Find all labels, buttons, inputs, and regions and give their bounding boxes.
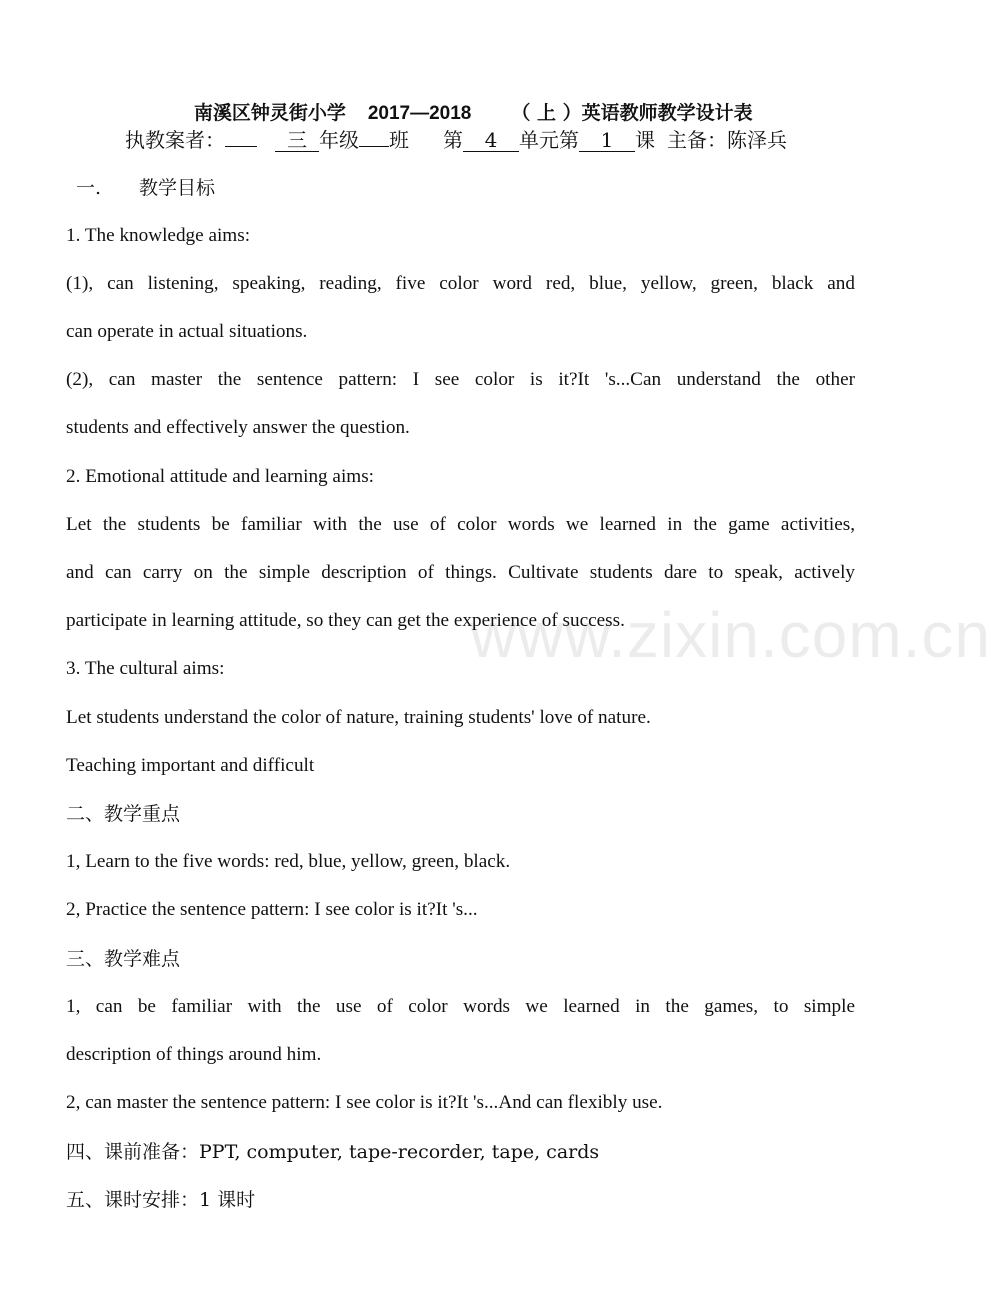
title-school: 南溪区钟灵街小学 [193,102,346,124]
paragraph-line: students and effectively answer the question. [66,417,410,438]
cultural-aims-heading: 3. The cultural aims: [66,658,225,679]
knowledge-aims-heading: 1. The knowledge aims: [66,225,251,246]
paragraph-line: can operate in actual situations. [66,321,308,342]
list-item: 2, can master the sentence pattern: I see color is it?It 's...And can flexibly use. [66,1092,663,1113]
lead-teacher: 主备：陈泽兵 [667,128,787,152]
grade-value: 三 [275,129,319,152]
watermark: www.zixin.com.cn [470,599,991,671]
paragraph-line: (1), can listening, speaking, reading, five color word red, blue, yellow, green, black and [66,273,855,294]
section-heading-key-points: 二、教学重点 [66,803,181,825]
paragraph-line: (2), can master the sentence pattern: I see color is it?It 's...Can understand the other [66,369,855,390]
section-heading-difficulties: 三、教学难点 [66,948,181,970]
lesson-value: 1 [579,129,635,152]
unit-value: 4 [463,129,519,152]
title-semester: （ 上 ）英语教师教学设计表 [511,102,753,124]
author-label: 执教案者： [125,128,225,152]
grade-label: 年级 [319,128,359,152]
lesson-label: 课 [635,128,655,152]
paragraph-line: Let the students be familiar with the use of color words we learned in the game activities, [66,514,855,535]
section-heading-objectives: 一. 教学目标 [76,177,216,199]
unit-mid: 单元第 [519,128,579,152]
emotional-aims-heading: 2. Emotional attitude and learning aims: [66,466,374,487]
paragraph-line: participate in learning attitude, so they can get the experience of success. [66,610,625,631]
list-item: 1, Learn to the five words: red, blue, yellow, green, black. [66,851,511,872]
class-blank [359,146,389,147]
list-item: 2, Practice the sentence pattern: I see color is it?It 's... [66,899,478,920]
section-schedule: 五、课时安排：1 课时 [66,1189,256,1211]
paragraph-line: and can carry on the simple description of things. Cultivate students dare to speak, actively [66,562,855,583]
list-item: 1, can be familiar with the use of color words we learned in the games, to simple [66,996,855,1017]
section-preparation: 四、课前准备：PPT, computer, tape-recorder, tape, cards [66,1141,600,1163]
unit-prefix: 第 [443,128,463,152]
paragraph-line: Teaching important and difficult [66,755,315,776]
paragraph-line: description of things around him. [66,1044,322,1065]
title-year: 2017—2018 [367,103,472,124]
class-label: 班 [389,128,409,152]
paragraph-line: Let students understand the color of nature, training students' love of nature. [66,707,651,728]
author-blank [225,146,257,147]
lesson-meta-row [125,124,787,153]
